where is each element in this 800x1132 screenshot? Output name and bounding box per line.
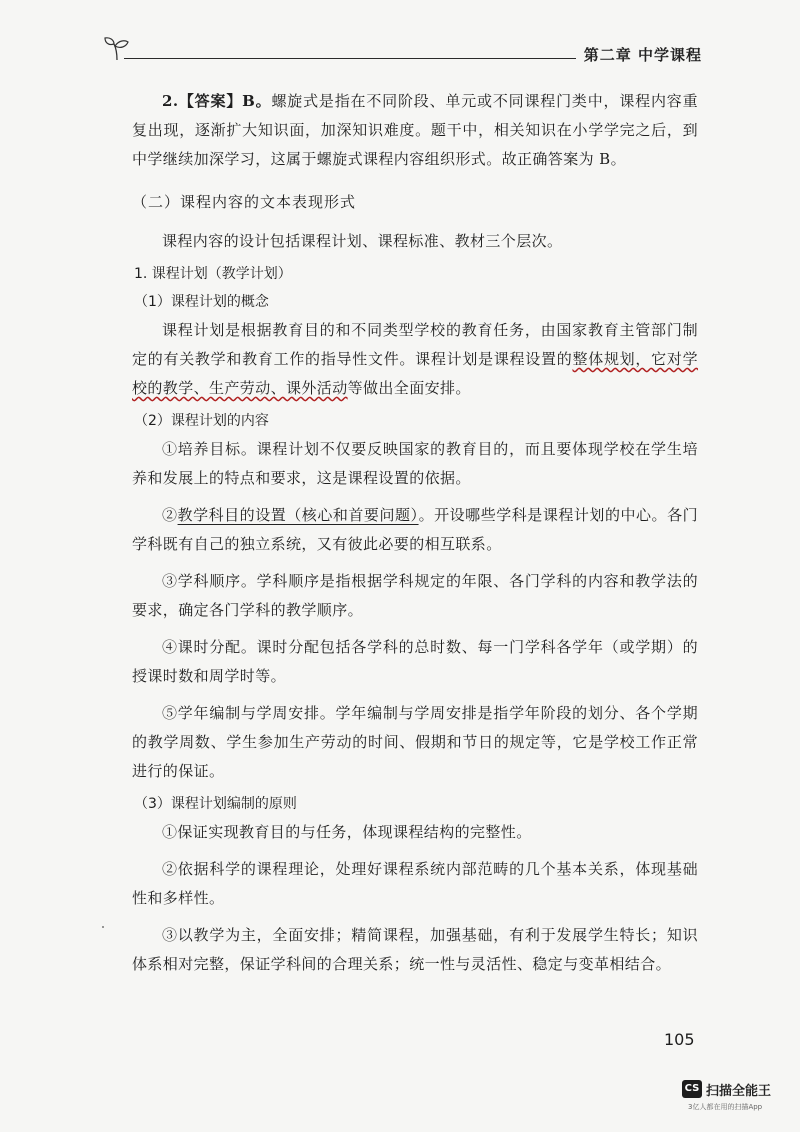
content-item-2 bbox=[132, 501, 698, 559]
watermark-tagline: 3亿人都在用的扫描App bbox=[688, 1103, 763, 1111]
intro-paragraph: 课程内容的设计包括课程计划、课程标准、教材三个层次。 bbox=[162, 232, 563, 250]
concept-highlight: 整体规划，它对学校的教学、生产劳动、课外活动 bbox=[132, 350, 699, 397]
content-item-5: ⑤学年编制与学周安排。学年编制与学周安排是指学年阶段的划分、各个学期的教学周数、学生参加生产劳动的时间、假期和节日的规定等，它是学校工作正常进行的保证。 bbox=[132, 704, 698, 780]
header-rule bbox=[124, 58, 576, 59]
item-2-mark: ② bbox=[162, 506, 178, 524]
chapter-title: 第二章 中学课程 bbox=[583, 46, 702, 64]
subheading-concept: （1）课程计划的概念 bbox=[134, 294, 269, 310]
answer-paragraph bbox=[132, 87, 698, 174]
principle-3: ③以教学为主，全面安排；精简课程，加强基础，有利于发展学生特长；知识体系相对完整，保证学科间的合理关系；统一性与灵活性、稳定与变革相结合。 bbox=[132, 926, 698, 973]
subheading-content: （2）课程计划的内容 bbox=[134, 413, 269, 429]
cs-logo-icon: CS bbox=[682, 1080, 702, 1098]
scan-speck bbox=[102, 926, 104, 928]
principle-2: ②依据科学的课程理论，处理好课程系统内部范畴的几个基本关系，体现基础性和多样性。 bbox=[132, 860, 698, 907]
page-header bbox=[102, 34, 702, 74]
concept-paragraph bbox=[132, 316, 698, 403]
scanner-watermark bbox=[660, 1080, 800, 1120]
answer-tag: 2.【答案】B。 bbox=[162, 92, 272, 110]
section-title: （二）课程内容的文本表现形式 bbox=[132, 193, 357, 211]
item-2-text: 。开设哪些学科是课程计划的中心。各门学科既有自己的独立系统，又有彼此必要的相互联系。 bbox=[132, 506, 699, 553]
watermark-name: 扫描全能王 bbox=[706, 1084, 772, 1099]
subheading-principles: （3）课程计划编制的原则 bbox=[134, 796, 297, 812]
content-item-1: ①培养目标。课程计划不仅要反映国家的教育目的，而且要体现学校在学生培养和发展上的特点和要求，这是课程设置的依据。 bbox=[132, 440, 698, 487]
concept-text-2: 等做出全面安排。 bbox=[347, 379, 471, 397]
page-number: 105 bbox=[664, 1030, 695, 1049]
answer-text: 螺旋式是指在不同阶段、单元或不同课程门类中，课程内容重复出现，逐渐扩大知识面，加深知识难度。题干中，相关知识在小学学完之后，到中学继续加深学习，这属于螺旋式课程内容组织形式。故正确答案为 B。 bbox=[132, 92, 698, 168]
principle-1: ①保证实现教育目的与任务，体现课程结构的完整性。 bbox=[162, 823, 532, 841]
leaf-icon bbox=[102, 34, 132, 64]
page-content bbox=[132, 87, 698, 979]
heading-course-plan: 1. 课程计划（教学计划） bbox=[134, 266, 292, 282]
content-item-4: ④课时分配。课时分配包括各学科的总时数、每一门学科各学年（或学期）的授课时数和周学时等。 bbox=[132, 638, 698, 685]
concept-text-1: 课程计划是根据教育目的和不同类型学校的教育任务，由国家教育主管部门制定的有关教学和教育工作的指导性文件。课程计划是课程设置的 bbox=[132, 321, 698, 368]
item-2-underlined: 教学科目的设置（核心和首要问题） bbox=[177, 506, 419, 524]
content-item-3: ③学科顺序。学科顺序是指根据学科规定的年限、各门学科的内容和教学法的要求，确定各门学科的教学顺序。 bbox=[132, 572, 698, 619]
